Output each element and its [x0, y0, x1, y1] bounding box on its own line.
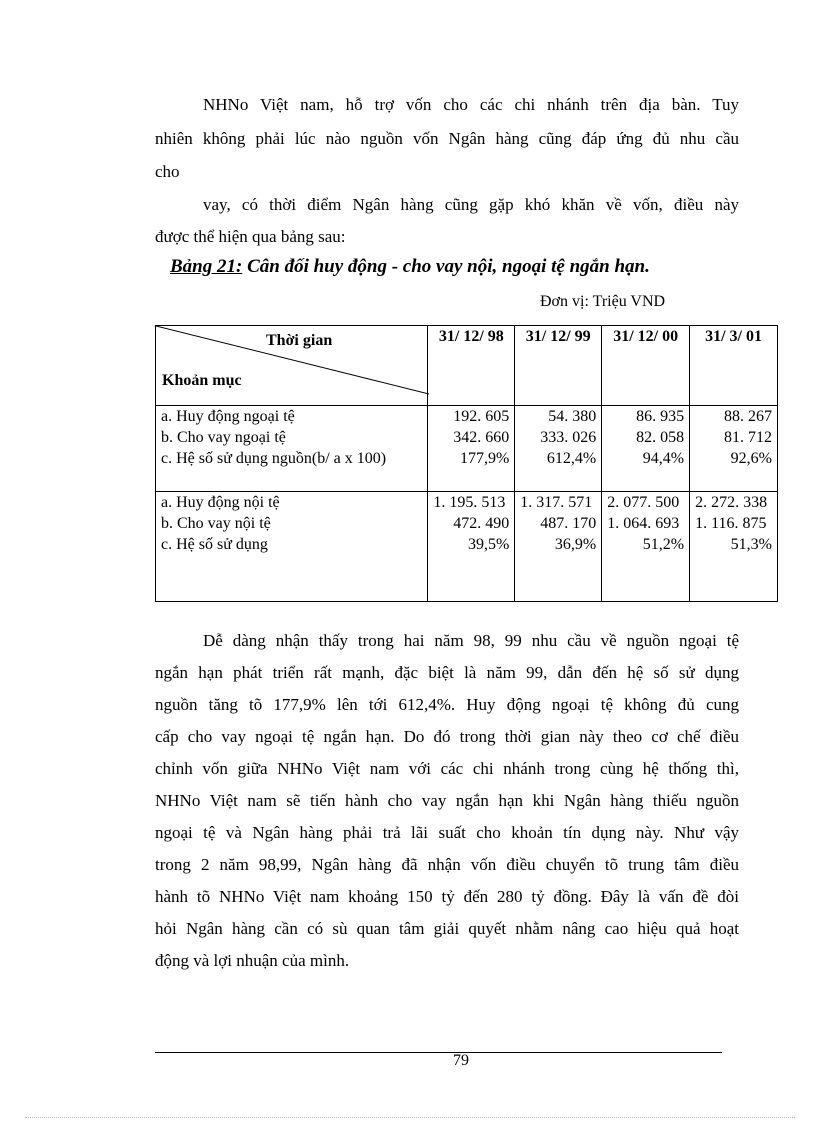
- intro-line-3: cho: [155, 162, 180, 181]
- value-cell: 88. 267 81. 712 92,6%: [690, 406, 778, 492]
- value-line: 487. 170: [540, 515, 597, 532]
- value-line: 1. 195. 513: [433, 494, 506, 511]
- value-line: 1. 064. 693: [607, 515, 680, 532]
- table-row-foreign: [156, 406, 778, 492]
- analysis-line: chỉnh vốn giữa NHNo Việt nam với các chi nhánh trong cùng hệ thống thì,: [155, 759, 739, 778]
- table-title: [170, 256, 650, 278]
- row-items: a. Huy động nội tệ b. Cho vay nội tệ c. Hệ số sử dụng: [156, 492, 428, 602]
- header-khoan-muc: Khoản mục: [162, 372, 242, 389]
- value-cell: [602, 492, 690, 602]
- col-header: 31/ 3/ 01: [690, 326, 778, 406]
- analysis-line: ngoại tệ và Ngân hàng phải trả lãi suất cho khoản tín dụng này. Như vậy: [155, 823, 739, 842]
- value-cell: 86. 935 82. 058 94,4%: [602, 406, 690, 492]
- header-thoi-gian: Thời gian: [266, 332, 333, 349]
- value-cell: [428, 492, 515, 602]
- table-row-domestic: [156, 492, 778, 602]
- value-cell: 54. 380 333. 026 612,4%: [515, 406, 602, 492]
- intro-line-2: nhiên không phải lúc nào nguồn vốn Ngân hàng cũng đáp ứng đủ nhu cầu: [155, 129, 739, 148]
- row-items: a. Huy động ngoại tệ b. Cho vay ngoại tệ c. Hệ số sử dụng nguồn(b/ a x 100): [156, 406, 428, 492]
- intro-line-4: vay, có thời điểm Ngân hàng cũng gặp khó khăn về vốn, điều này: [203, 195, 739, 214]
- analysis-line: cấp cho vay ngoại tệ ngắn hạn. Do đó trong thời gian này theo cơ chế điều: [155, 727, 739, 746]
- table-title-label: Bảng 21:: [170, 256, 243, 277]
- value-line: 51,2%: [642, 536, 685, 553]
- col-header: 31/ 12/ 99: [515, 326, 602, 406]
- analysis-line: hành tõ NHNo Việt nam khoảng 150 tỷ đến 280 tỷ đồng. Đây là vấn đề đòi: [155, 887, 739, 906]
- analysis-line: ngắn hạn phát triển rất mạnh, đặc biệt là năm 99, dẫn đến hệ số sử dụng: [155, 663, 739, 682]
- intro-line-1: NHNo Việt nam, hỗ trợ vốn cho các chi nhánh trên địa bàn. Tuy: [203, 95, 739, 114]
- diagonal-header-cell: [156, 326, 428, 406]
- analysis-line: hỏi Ngân hàng cần có sù quan tâm giải quyết nhằm nâng cao hiệu quả hoạt: [155, 919, 739, 938]
- col-header: 31/ 12/ 98: [428, 326, 515, 406]
- analysis-line: nguồn tăng tõ 177,9% lên tới 612,4%. Huy động ngoại tệ không đủ cung: [155, 695, 739, 714]
- value-line: 39,5%: [467, 536, 510, 553]
- analysis-line: NHNo Việt nam sẽ tiến hành cho vay ngắn hạn khi Ngân hàng thiếu nguồn: [155, 791, 739, 810]
- col-header: 31/ 12/ 00: [602, 326, 690, 406]
- page-bottom-dotted-border: [25, 1117, 795, 1118]
- value-cell: [515, 492, 602, 602]
- value-line: 1. 116. 875: [695, 515, 767, 532]
- analysis-line: Dễ dàng nhận thấy trong hai năm 98, 99 nhu cầu về nguồn ngoại tệ: [203, 631, 739, 650]
- value-cell: [690, 492, 778, 602]
- table-unit: Đơn vị: Triệu VND: [540, 293, 666, 310]
- footer-rule: [155, 1052, 722, 1053]
- value-line: 2. 077. 500: [607, 494, 680, 511]
- intro-line-5: được thể hiện qua bảng sau:: [155, 227, 346, 246]
- value-line: 472. 490: [453, 515, 510, 532]
- value-line: 51,3%: [730, 536, 772, 553]
- page-number: 79: [453, 1052, 469, 1069]
- value-cell: 192. 605 342. 660 177,9%: [428, 406, 515, 492]
- table-header-row: [156, 326, 778, 406]
- analysis-line: động và lợi nhuận của mình.: [155, 951, 350, 970]
- value-line: 1. 317. 571: [520, 494, 593, 511]
- value-line: 2. 272. 338: [695, 494, 768, 511]
- analysis-line: trong 2 năm 98,99, Ngân hàng đã nhận vốn điều chuyển tõ trung tâm điều: [155, 855, 739, 874]
- balance-table: [155, 325, 778, 602]
- table-title-text: Cân đối huy động - cho vay nội, ngoại tệ ngắn hạn.: [242, 256, 650, 277]
- value-line: 36,9%: [554, 536, 597, 553]
